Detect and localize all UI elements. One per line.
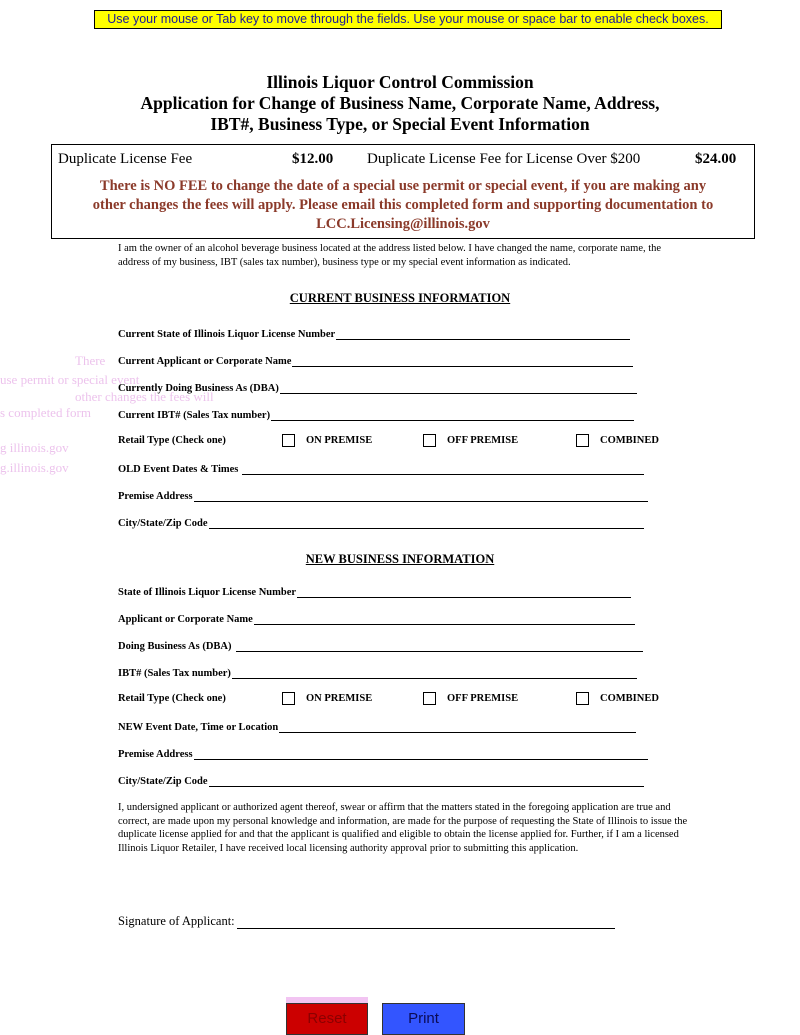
ghost-text: There — [75, 353, 106, 368]
new-retail-label: Retail Type (Check one) — [118, 693, 226, 704]
current-applicant-input[interactable] — [292, 357, 633, 367]
new-address-label: Premise Address — [118, 749, 193, 760]
new-license-field — [118, 584, 631, 598]
current-license-input[interactable] — [336, 330, 630, 340]
new-section-heading: NEW BUSINESS INFORMATION — [305, 552, 495, 566]
current-license-label: Current State of Illinois Liquor License Number — [118, 329, 336, 340]
new-on-premise-label: ON PREMISE — [306, 693, 373, 704]
current-city-field — [118, 515, 644, 529]
current-ibt-field — [118, 407, 634, 421]
new-combined-label: COMBINED — [600, 693, 659, 704]
current-ibt-label: Current IBT# (Sales Tax number) — [118, 410, 271, 421]
current-section-heading: CURRENT BUSINESS INFORMATION — [289, 291, 511, 305]
old-event-field — [118, 461, 644, 475]
new-address-field — [118, 746, 648, 760]
current-address-label: Premise Address — [118, 491, 193, 502]
current-off-premise-label: OFF PREMISE — [447, 435, 519, 446]
fee2-label: Duplicate License Fee for License Over $200 — [367, 151, 641, 167]
new-off-premise-checkbox[interactable] — [423, 692, 436, 705]
fee-note-email: LCC.Licensing@illinois.gov — [316, 216, 490, 232]
current-city-label: City/State/Zip Code — [118, 518, 208, 529]
signature-input[interactable] — [237, 916, 615, 929]
current-on-premise-checkbox[interactable] — [282, 434, 295, 447]
new-applicant-input[interactable] — [254, 615, 635, 625]
new-city-field — [118, 773, 644, 787]
new-ibt-label: IBT# (Sales Tax number) — [118, 668, 231, 679]
fee-box — [51, 144, 755, 239]
new-city-label: City/State/Zip Code — [118, 776, 208, 787]
instructions-banner: Use your mouse or Tab key to move through the fields. Use your mouse or space bar to enable check boxes. — [94, 10, 722, 29]
new-event-input[interactable] — [279, 723, 636, 733]
new-applicant-field — [118, 611, 635, 625]
ghost-text: g.illinois.gov — [0, 460, 69, 475]
current-combined-label: COMBINED — [600, 435, 659, 446]
fee2-amount: $24.00 — [695, 151, 737, 167]
new-applicant-label: Applicant or Corporate Name — [118, 614, 253, 625]
fee-note-line1: There is NO FEE to change the date of a special use permit or special event, if you are making any — [99, 178, 707, 194]
fee1-label: Duplicate License Fee — [58, 151, 193, 167]
agency-title: Illinois Liquor Control Commission — [266, 72, 534, 92]
current-ibt-input[interactable] — [271, 411, 634, 421]
new-dba-label: Doing Business As (DBA) — [118, 641, 232, 652]
new-license-label: State of Illinois Liquor License Number — [118, 587, 297, 598]
current-license-field — [118, 326, 630, 340]
signature-label: Signature of Applicant: — [118, 914, 235, 928]
reset-button[interactable]: Reset — [286, 1003, 368, 1035]
current-combined-checkbox[interactable] — [576, 434, 589, 447]
form-title-line1: Application for Change of Business Name, Corporate Name, Address, — [140, 93, 660, 113]
ghost-text: use permit or special event — [0, 372, 140, 387]
ghost-text: other changes the fees will — [75, 389, 214, 404]
current-dba-label: Currently Doing Business As (DBA) — [118, 383, 279, 394]
current-applicant-label: Current Applicant or Corporate Name — [118, 356, 292, 367]
form-title-line2: IBT#, Business Type, or Special Event Information — [210, 114, 590, 134]
fee-note-line2: other changes the fees will apply. Please email this completed form and supporting documentation to — [92, 197, 714, 213]
new-ibt-input[interactable] — [232, 669, 637, 679]
new-license-input[interactable] — [297, 588, 631, 598]
current-address-input[interactable] — [194, 492, 648, 502]
new-on-premise-checkbox[interactable] — [282, 692, 295, 705]
new-retail-type — [118, 692, 678, 708]
current-retail-type — [118, 434, 678, 450]
current-off-premise-checkbox[interactable] — [423, 434, 436, 447]
old-event-label: OLD Event Dates & Times — [118, 464, 239, 475]
ghost-text: s completed form — [0, 405, 91, 420]
print-button[interactable]: Print — [382, 1003, 465, 1035]
current-address-field — [118, 488, 648, 502]
current-applicant-field — [118, 353, 633, 367]
current-dba-field — [118, 380, 637, 394]
fee-note — [52, 177, 754, 234]
ghost-text: g illinois.gov — [0, 440, 69, 455]
intro-text: I am the owner of an alcohol beverage business located at the address listed below. I have changed the name, corporate name, the address of my business, IBT (sales tax number), business type or my special event information as indicated. — [118, 243, 662, 268]
current-on-premise-label: ON PREMISE — [306, 435, 373, 446]
new-dba-input[interactable] — [236, 642, 643, 652]
new-dba-field — [118, 638, 643, 652]
new-event-label: NEW Event Date, Time or Location — [118, 722, 279, 733]
new-event-field — [118, 719, 636, 733]
current-city-input[interactable] — [209, 519, 644, 529]
signature-field — [118, 914, 615, 929]
form-header — [0, 72, 800, 135]
new-ibt-field — [118, 665, 637, 679]
new-city-input[interactable] — [209, 777, 644, 787]
new-off-premise-label: OFF PREMISE — [447, 693, 519, 704]
new-address-input[interactable] — [194, 750, 648, 760]
new-combined-checkbox[interactable] — [576, 692, 589, 705]
declaration-text: I, undersigned applicant or authorized agent thereof, swear or affirm that the matters stated in the foregoing application are true and correct, are made upon my personal knowledge and information, are made for the purpose of requesting the State of Illinois to issue the duplicate license applied for and that the applicant is qualified and eligible to obtain the license applied for. Further, if I am a licensed Illinois Liquor Retailer, I have received local licensing authority approval prior to submitting this application. — [118, 802, 688, 854]
current-dba-input[interactable] — [280, 384, 637, 394]
fee1-amount: $12.00 — [292, 151, 334, 167]
current-retail-label: Retail Type (Check one) — [118, 435, 226, 446]
old-event-input[interactable] — [242, 465, 644, 475]
